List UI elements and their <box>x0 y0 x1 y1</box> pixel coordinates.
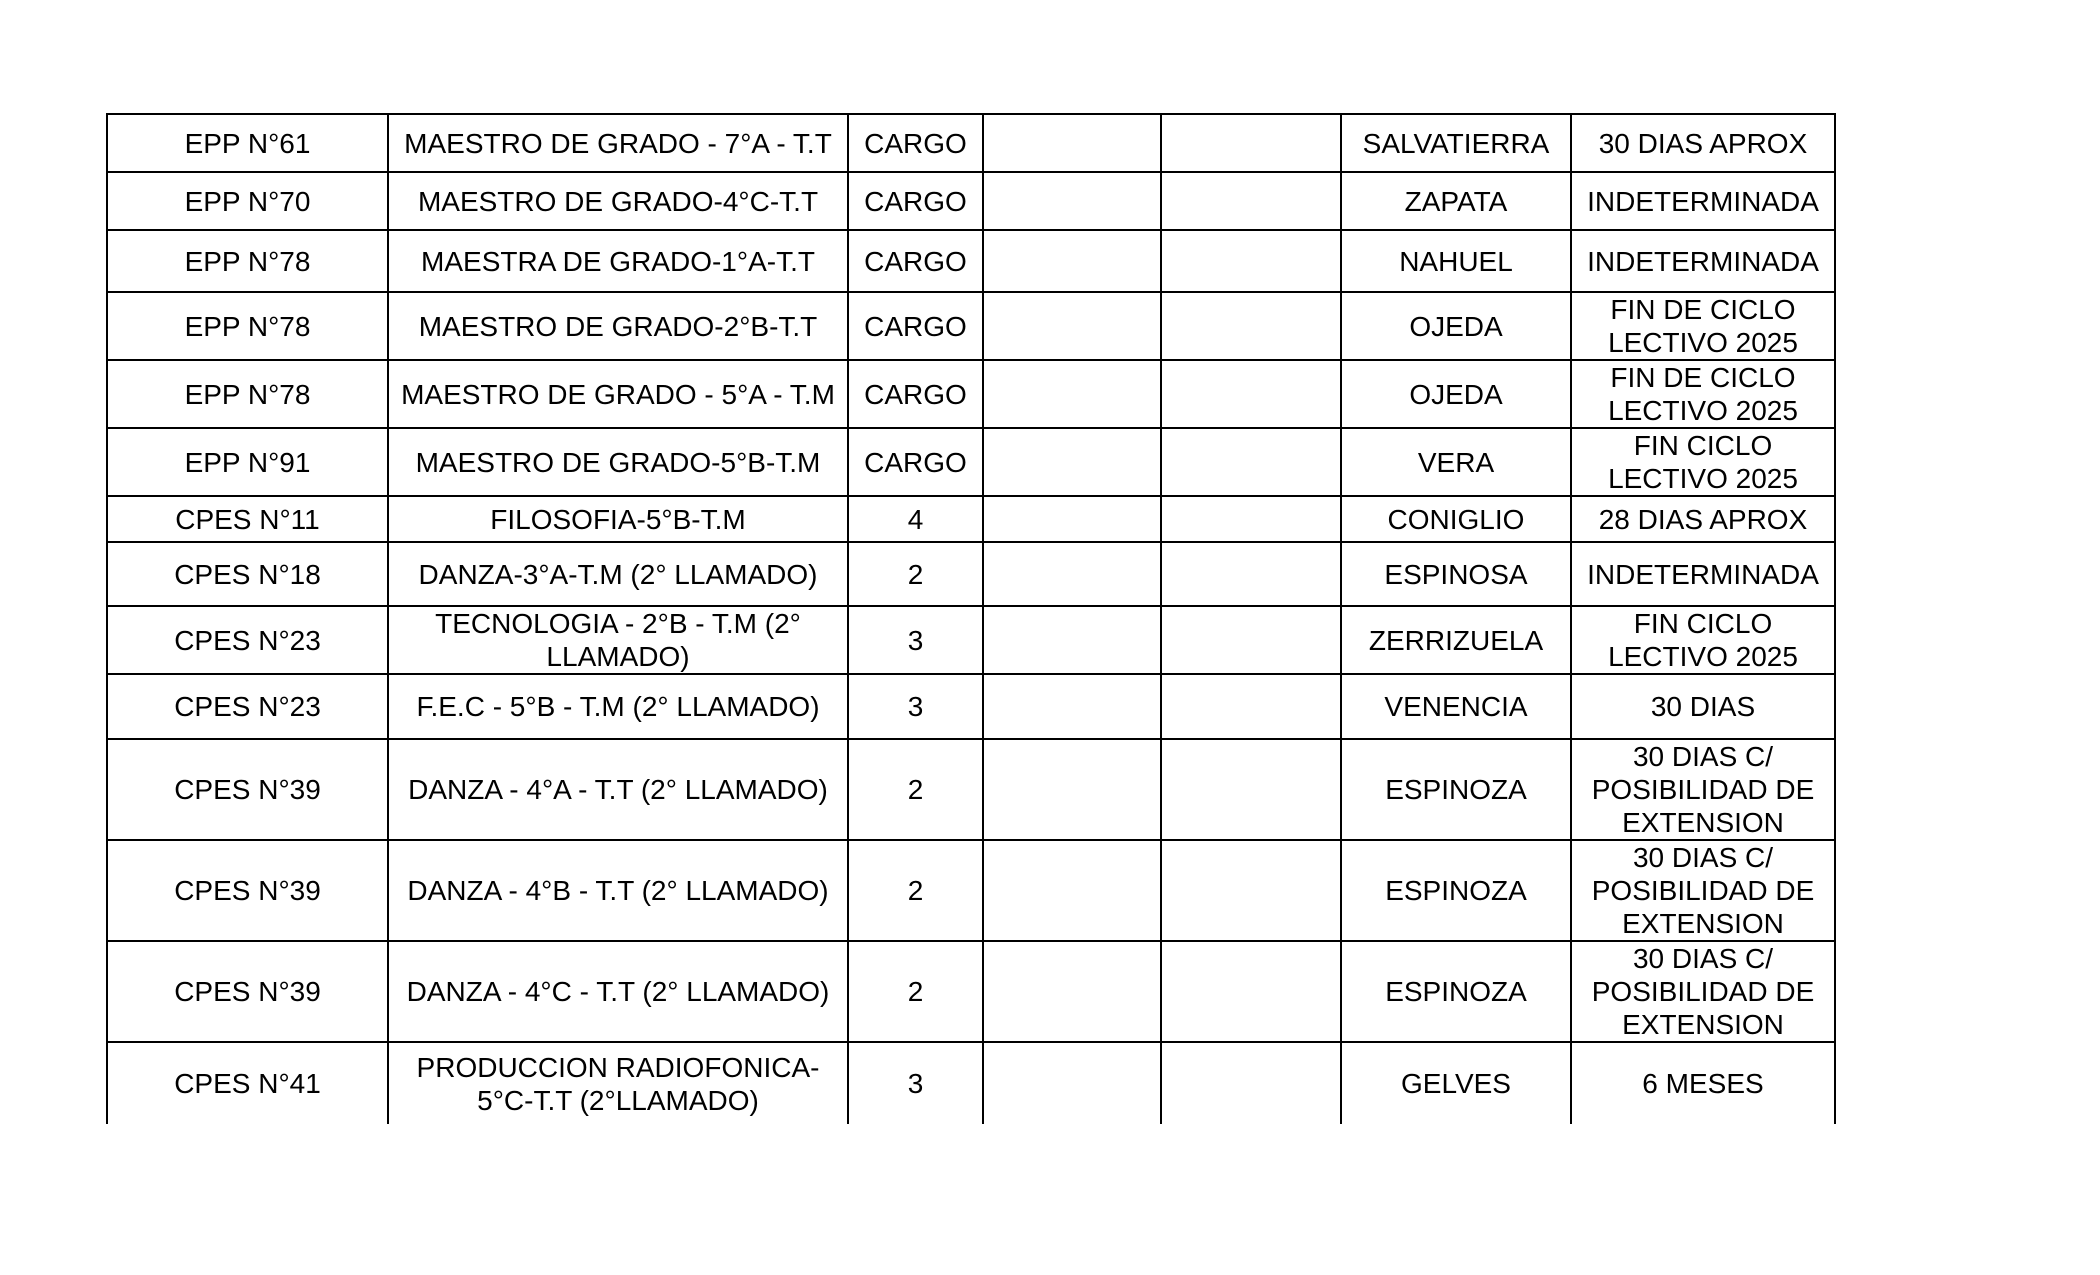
school-cell: CPES N°39 <box>107 739 388 840</box>
name-cell: ZERRIZUELA <box>1341 606 1571 674</box>
table-row <box>107 428 1835 496</box>
name-cell: OJEDA <box>1341 292 1571 360</box>
name-cell: ESPINOZA <box>1341 739 1571 840</box>
table-row <box>107 114 1835 172</box>
table-row <box>107 739 1835 840</box>
name-cell: ZAPATA <box>1341 172 1571 230</box>
empty-cell <box>983 739 1161 840</box>
table-row <box>107 292 1835 360</box>
hours-cell: 2 <box>848 840 983 941</box>
empty-cell <box>1161 1042 1341 1124</box>
table-row <box>107 542 1835 606</box>
vacancy-table <box>106 113 1836 1124</box>
table-row <box>107 360 1835 428</box>
empty-cell <box>1161 739 1341 840</box>
name-cell: ESPINOZA <box>1341 840 1571 941</box>
name-cell: VENENCIA <box>1341 674 1571 739</box>
table-row <box>107 606 1835 674</box>
hours-cell: CARGO <box>848 230 983 292</box>
position-cell: MAESTRO DE GRADO-4°C-T.T <box>388 172 848 230</box>
position-cell: PRODUCCION RADIOFONICA-5°C-T.T (2°LLAMADO) <box>388 1042 848 1124</box>
school-cell: EPP N°70 <box>107 172 388 230</box>
duration-cell: INDETERMINADA <box>1571 542 1835 606</box>
empty-cell <box>1161 496 1341 542</box>
position-cell: DANZA - 4°C - T.T (2° LLAMADO) <box>388 941 848 1042</box>
hours-cell: 3 <box>848 1042 983 1124</box>
school-cell: EPP N°78 <box>107 292 388 360</box>
empty-cell <box>983 1042 1161 1124</box>
empty-cell <box>983 840 1161 941</box>
empty-cell <box>1161 428 1341 496</box>
school-cell: EPP N°78 <box>107 230 388 292</box>
school-cell: CPES N°23 <box>107 674 388 739</box>
position-cell: FILOSOFIA-5°B-T.M <box>388 496 848 542</box>
position-cell: MAESTRO DE GRADO - 5°A - T.M <box>388 360 848 428</box>
empty-cell <box>1161 360 1341 428</box>
duration-cell: 30 DIAS APROX <box>1571 114 1835 172</box>
duration-cell: 30 DIAS C/ POSIBILIDAD DE EXTENSION <box>1571 840 1835 941</box>
table-body <box>107 114 1835 1124</box>
position-cell: DANZA - 4°B - T.T (2° LLAMADO) <box>388 840 848 941</box>
hours-cell: CARGO <box>848 114 983 172</box>
duration-cell: FIN CICLO LECTIVO 2025 <box>1571 606 1835 674</box>
hours-cell: 3 <box>848 674 983 739</box>
name-cell: ESPINOZA <box>1341 941 1571 1042</box>
hours-cell: CARGO <box>848 172 983 230</box>
empty-cell <box>983 428 1161 496</box>
position-cell: DANZA-3°A-T.M (2° LLAMADO) <box>388 542 848 606</box>
duration-cell: 30 DIAS C/ POSIBILIDAD DE EXTENSION <box>1571 941 1835 1042</box>
position-cell: DANZA - 4°A - T.T (2° LLAMADO) <box>388 739 848 840</box>
duration-cell: 6 MESES <box>1571 1042 1835 1124</box>
empty-cell <box>1161 114 1341 172</box>
duration-cell: FIN CICLO LECTIVO 2025 <box>1571 428 1835 496</box>
hours-cell: 3 <box>848 606 983 674</box>
name-cell: NAHUEL <box>1341 230 1571 292</box>
table-row <box>107 496 1835 542</box>
name-cell: GELVES <box>1341 1042 1571 1124</box>
empty-cell <box>983 606 1161 674</box>
duration-cell: FIN DE CICLO LECTIVO 2025 <box>1571 292 1835 360</box>
hours-cell: CARGO <box>848 292 983 360</box>
name-cell: CONIGLIO <box>1341 496 1571 542</box>
empty-cell <box>983 292 1161 360</box>
table-row <box>107 230 1835 292</box>
empty-cell <box>983 542 1161 606</box>
position-cell: MAESTRO DE GRADO-5°B-T.M <box>388 428 848 496</box>
position-cell: TECNOLOGIA - 2°B - T.M (2° LLAMADO) <box>388 606 848 674</box>
empty-cell <box>983 114 1161 172</box>
school-cell: EPP N°61 <box>107 114 388 172</box>
empty-cell <box>1161 292 1341 360</box>
name-cell: VERA <box>1341 428 1571 496</box>
empty-cell <box>1161 606 1341 674</box>
empty-cell <box>983 941 1161 1042</box>
table-row <box>107 1042 1835 1124</box>
hours-cell: CARGO <box>848 360 983 428</box>
duration-cell: FIN DE CICLO LECTIVO 2025 <box>1571 360 1835 428</box>
table-row <box>107 840 1835 941</box>
empty-cell <box>1161 941 1341 1042</box>
name-cell: ESPINOSA <box>1341 542 1571 606</box>
hours-cell: CARGO <box>848 428 983 496</box>
empty-cell <box>1161 542 1341 606</box>
table-row <box>107 172 1835 230</box>
table-row <box>107 674 1835 739</box>
school-cell: CPES N°11 <box>107 496 388 542</box>
name-cell: SALVATIERRA <box>1341 114 1571 172</box>
empty-cell <box>983 496 1161 542</box>
empty-cell <box>983 674 1161 739</box>
hours-cell: 2 <box>848 941 983 1042</box>
school-cell: CPES N°41 <box>107 1042 388 1124</box>
duration-cell: 28 DIAS APROX <box>1571 496 1835 542</box>
school-cell: CPES N°23 <box>107 606 388 674</box>
duration-cell: 30 DIAS C/ POSIBILIDAD DE EXTENSION <box>1571 739 1835 840</box>
empty-cell <box>983 172 1161 230</box>
position-cell: MAESTRO DE GRADO - 7°A - T.T <box>388 114 848 172</box>
name-cell: OJEDA <box>1341 360 1571 428</box>
duration-cell: INDETERMINADA <box>1571 172 1835 230</box>
hours-cell: 2 <box>848 542 983 606</box>
school-cell: CPES N°18 <box>107 542 388 606</box>
position-cell: MAESTRA DE GRADO-1°A-T.T <box>388 230 848 292</box>
empty-cell <box>1161 840 1341 941</box>
empty-cell <box>1161 172 1341 230</box>
position-cell: F.E.C - 5°B - T.M (2° LLAMADO) <box>388 674 848 739</box>
table-row <box>107 941 1835 1042</box>
empty-cell <box>983 360 1161 428</box>
position-cell: MAESTRO DE GRADO-2°B-T.T <box>388 292 848 360</box>
empty-cell <box>1161 674 1341 739</box>
duration-cell: 30 DIAS <box>1571 674 1835 739</box>
empty-cell <box>983 230 1161 292</box>
school-cell: CPES N°39 <box>107 840 388 941</box>
hours-cell: 4 <box>848 496 983 542</box>
duration-cell: INDETERMINADA <box>1571 230 1835 292</box>
school-cell: CPES N°39 <box>107 941 388 1042</box>
hours-cell: 2 <box>848 739 983 840</box>
school-cell: EPP N°78 <box>107 360 388 428</box>
school-cell: EPP N°91 <box>107 428 388 496</box>
empty-cell <box>1161 230 1341 292</box>
